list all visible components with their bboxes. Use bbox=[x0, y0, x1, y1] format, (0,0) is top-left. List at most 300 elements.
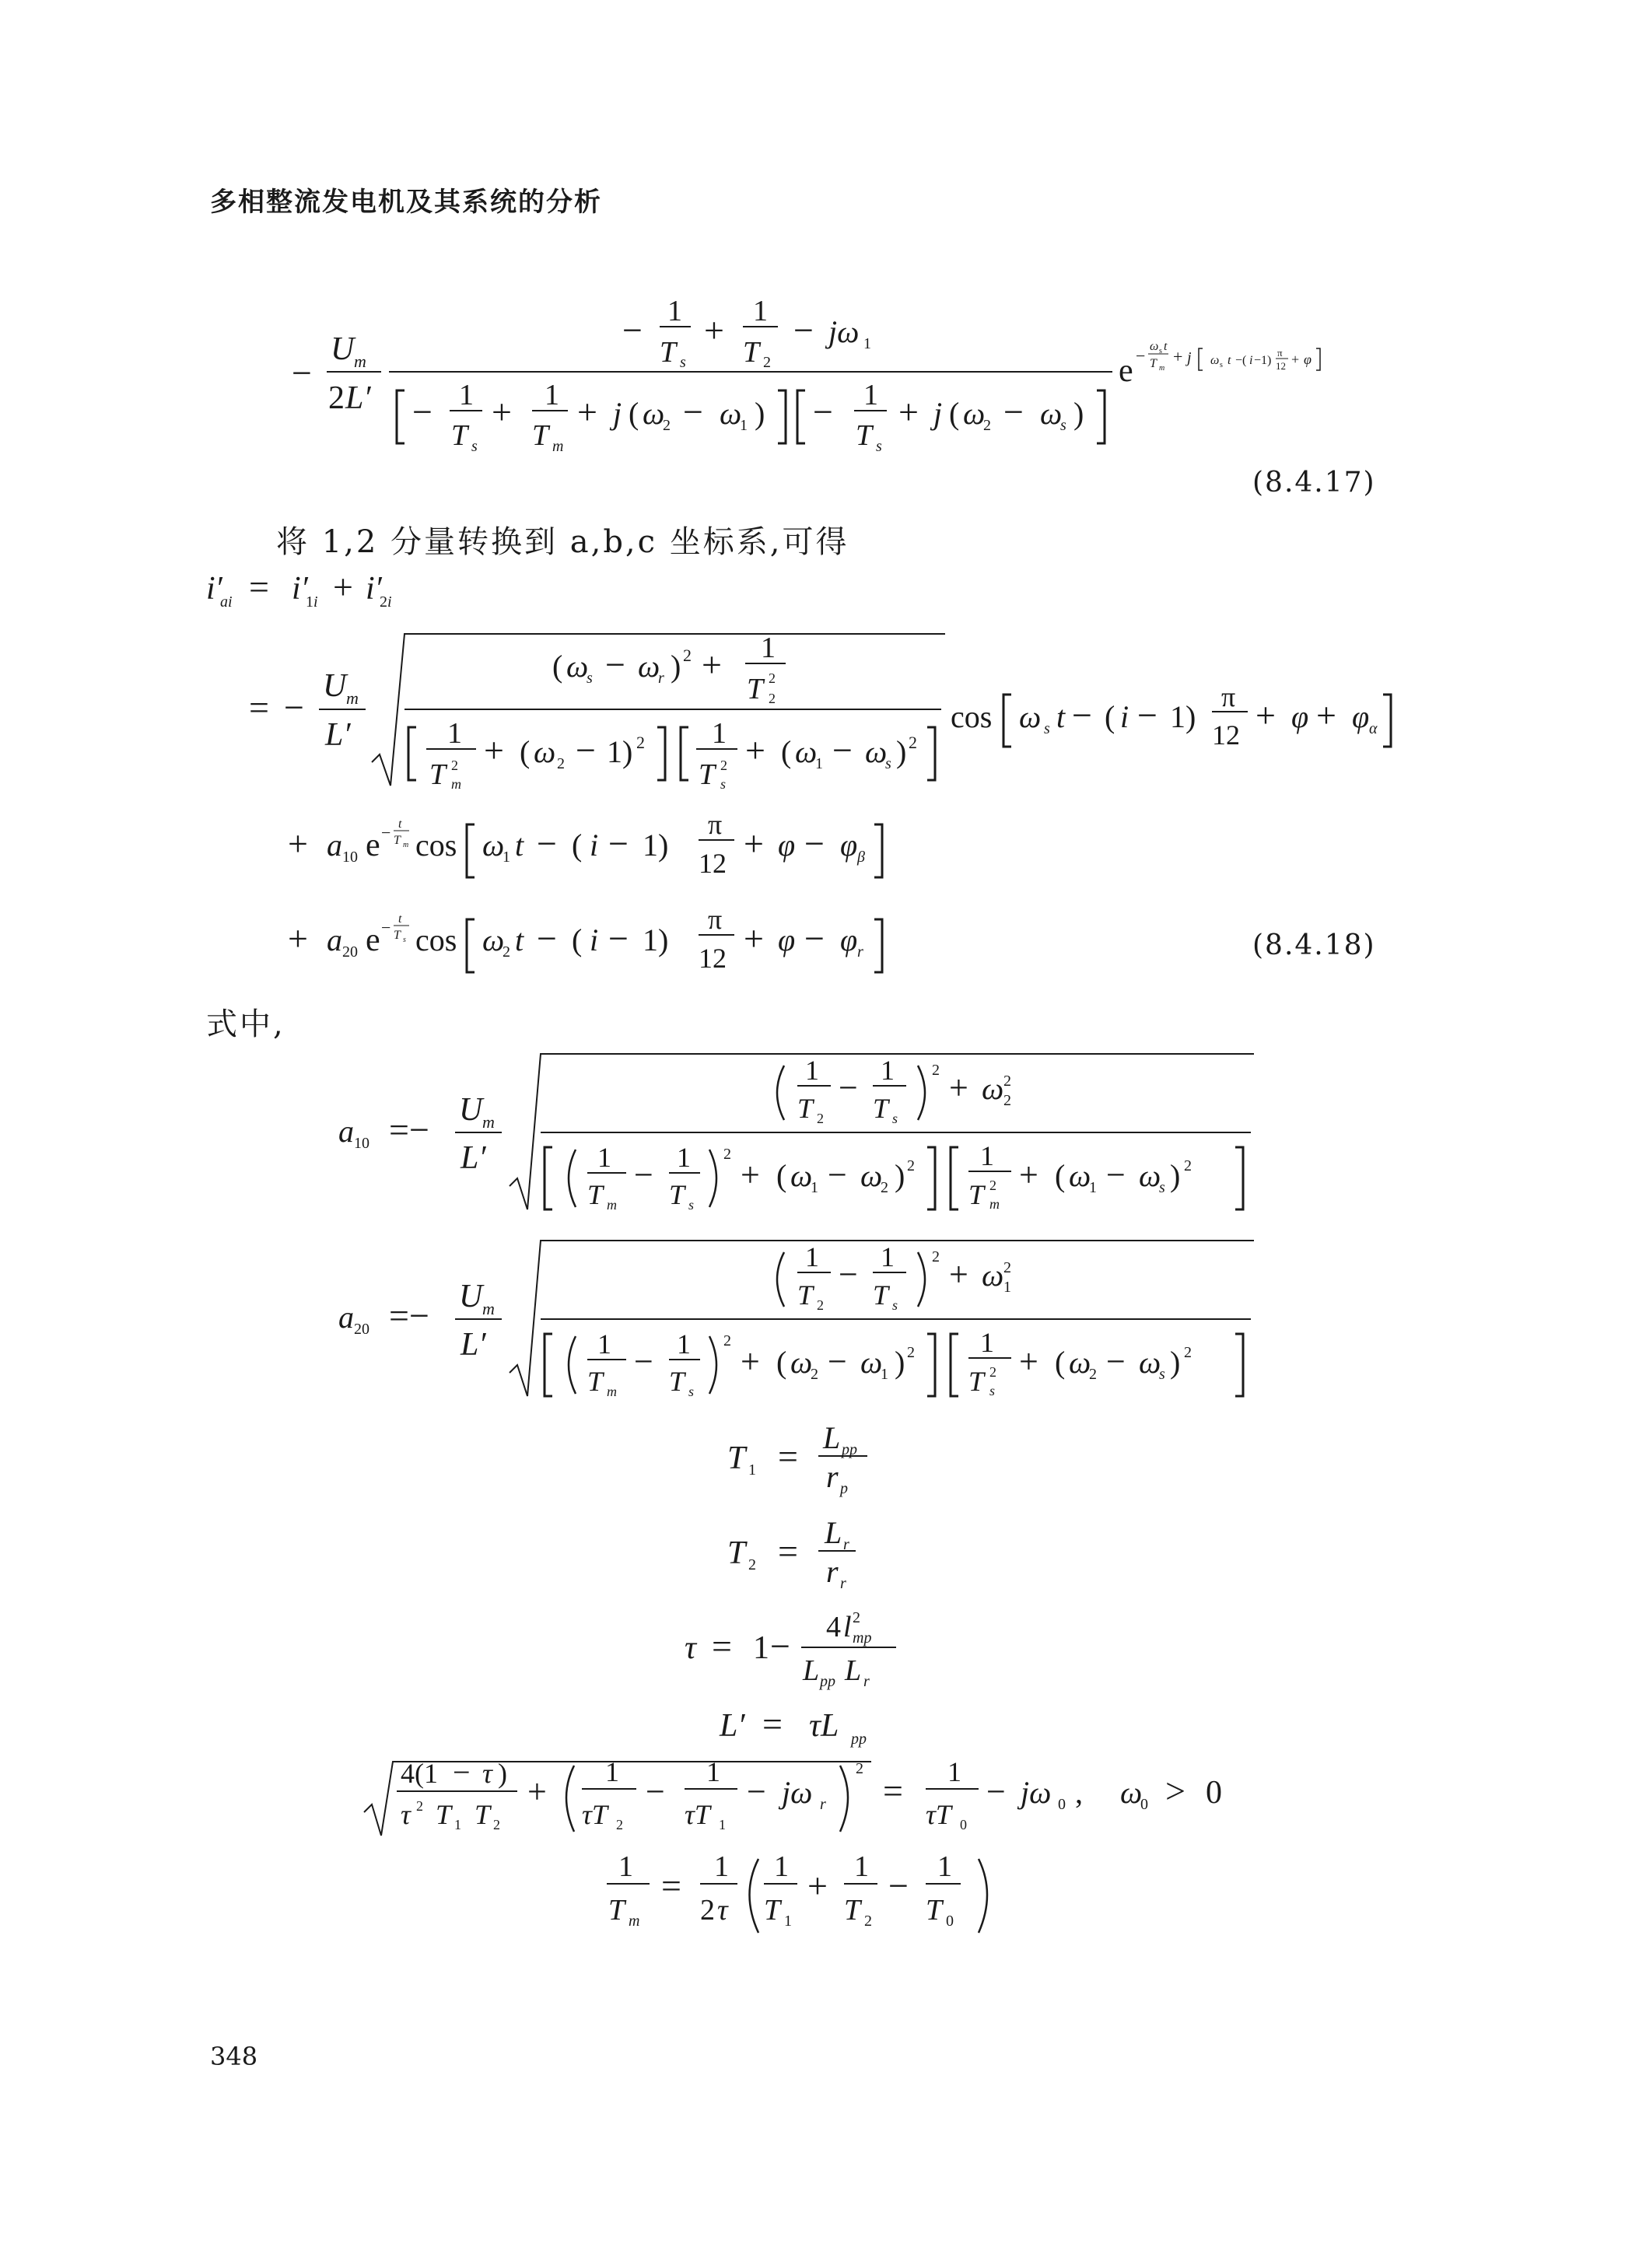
svg-text:1: 1 bbox=[740, 417, 748, 434]
svg-text:2: 2 bbox=[769, 691, 776, 706]
svg-text:1: 1 bbox=[597, 1142, 611, 1173]
svg-text:i′: i′ bbox=[292, 571, 308, 607]
svg-text:1: 1 bbox=[811, 1179, 818, 1196]
svg-text:T: T bbox=[475, 1799, 491, 1830]
svg-text:2: 2 bbox=[683, 646, 692, 665]
svg-text:1: 1 bbox=[774, 1850, 789, 1883]
svg-text:1: 1 bbox=[1089, 1179, 1097, 1196]
svg-text:): ) bbox=[1170, 1158, 1181, 1193]
svg-text:L′: L′ bbox=[720, 1708, 745, 1744]
svg-text:−: − bbox=[813, 392, 833, 432]
svg-text:1: 1 bbox=[761, 632, 776, 664]
svg-text:1: 1 bbox=[459, 379, 474, 411]
svg-text:U: U bbox=[331, 331, 355, 367]
svg-text:−: − bbox=[1106, 1156, 1126, 1194]
svg-text:): ) bbox=[498, 1758, 507, 1789]
svg-text:T: T bbox=[532, 419, 549, 452]
svg-text:j: j bbox=[613, 396, 622, 431]
svg-text:L: L bbox=[823, 1420, 841, 1455]
svg-text:j: j bbox=[1187, 349, 1192, 366]
svg-text:=: = bbox=[712, 1626, 732, 1666]
svg-text:+: + bbox=[1256, 695, 1276, 735]
svg-text:a: a bbox=[327, 922, 342, 957]
svg-text:l: l bbox=[843, 1611, 852, 1643]
svg-text:−(: −( bbox=[1235, 354, 1247, 367]
svg-text:+: + bbox=[1291, 352, 1300, 367]
svg-text:ω: ω bbox=[482, 922, 505, 957]
svg-text:−: − bbox=[1072, 695, 1092, 735]
svg-text:T: T bbox=[727, 1440, 746, 1476]
svg-text:φ: φ bbox=[1291, 699, 1309, 734]
svg-text:2: 2 bbox=[817, 1297, 824, 1313]
svg-text:−: − bbox=[1136, 346, 1146, 366]
svg-text:−: − bbox=[453, 1755, 471, 1790]
svg-text:φ: φ bbox=[840, 922, 858, 957]
svg-text:t: t bbox=[515, 922, 524, 957]
svg-text:T: T bbox=[926, 1894, 943, 1927]
svg-text:2: 2 bbox=[983, 417, 991, 434]
svg-text:m: m bbox=[482, 1299, 495, 1318]
svg-text:1: 1 bbox=[863, 379, 878, 411]
svg-text:+: + bbox=[1173, 347, 1183, 366]
where-label: 式中, bbox=[206, 1006, 285, 1042]
svg-text:(: ( bbox=[572, 922, 583, 957]
svg-text:r: r bbox=[820, 1796, 826, 1813]
svg-text:−: − bbox=[605, 645, 625, 684]
svg-text:pp: pp bbox=[842, 1441, 857, 1458]
svg-text:s: s bbox=[885, 755, 891, 772]
svg-text:2: 2 bbox=[853, 1609, 860, 1626]
svg-text:φ: φ bbox=[1352, 699, 1370, 734]
svg-text:1: 1 bbox=[980, 1140, 994, 1171]
svg-text:a: a bbox=[338, 1114, 354, 1149]
svg-text:+: + bbox=[1019, 1342, 1038, 1381]
svg-text:τT: τT bbox=[926, 1799, 951, 1830]
svg-text:2: 2 bbox=[811, 1366, 818, 1383]
svg-text:1: 1 bbox=[815, 755, 823, 772]
svg-text:,: , bbox=[1075, 1775, 1083, 1810]
svg-text:1: 1 bbox=[937, 1850, 952, 1883]
svg-text:1: 1 bbox=[784, 1913, 792, 1930]
svg-text:1: 1 bbox=[677, 1328, 691, 1360]
svg-text:1: 1 bbox=[454, 1817, 461, 1832]
svg-text:ω: ω bbox=[865, 734, 888, 769]
svg-text:−: − bbox=[537, 824, 557, 863]
svg-text:ω: ω bbox=[795, 734, 818, 769]
svg-text:1: 1 bbox=[1003, 1279, 1011, 1296]
svg-text:r: r bbox=[826, 1554, 839, 1589]
svg-text:cos: cos bbox=[951, 699, 993, 734]
svg-text:2: 2 bbox=[451, 758, 458, 773]
svg-text:1: 1 bbox=[677, 1142, 691, 1173]
svg-text:U: U bbox=[459, 1279, 483, 1314]
svg-text:τ: τ bbox=[717, 1894, 728, 1927]
svg-text:2: 2 bbox=[1003, 1092, 1011, 1109]
svg-text:2: 2 bbox=[1184, 1157, 1192, 1174]
svg-text:4(1: 4(1 bbox=[401, 1758, 438, 1789]
svg-text:): ) bbox=[1073, 396, 1084, 431]
svg-text:1: 1 bbox=[447, 717, 462, 750]
svg-text:12: 12 bbox=[699, 848, 727, 879]
svg-text:−: − bbox=[828, 1342, 847, 1381]
svg-text:L: L bbox=[803, 1654, 820, 1687]
svg-text:s: s bbox=[876, 438, 882, 455]
svg-text:r: r bbox=[857, 943, 863, 961]
svg-text:1): 1) bbox=[607, 734, 633, 769]
svg-text:1: 1 bbox=[863, 335, 871, 352]
svg-text:−: − bbox=[770, 1626, 790, 1666]
svg-text:+: + bbox=[745, 730, 765, 770]
svg-text:): ) bbox=[895, 1158, 905, 1193]
svg-text:φ: φ bbox=[840, 828, 858, 863]
svg-text:−: − bbox=[747, 1773, 766, 1811]
svg-text:1: 1 bbox=[753, 1630, 769, 1666]
transform-sentence: 将 1,2 分量转换到 a,b,c 坐标系,可得 bbox=[276, 524, 849, 560]
svg-text:2: 2 bbox=[932, 1062, 940, 1079]
svg-text:−: − bbox=[804, 919, 825, 958]
svg-text:ω: ω bbox=[1139, 1158, 1161, 1193]
svg-text:−: − bbox=[622, 310, 643, 350]
svg-text:T: T bbox=[764, 1894, 781, 1927]
svg-text:+: + bbox=[1316, 695, 1336, 735]
svg-text:j: j bbox=[933, 396, 943, 431]
svg-text:L: L bbox=[825, 1515, 842, 1550]
svg-text:m: m bbox=[482, 1112, 495, 1132]
svg-text:2: 2 bbox=[856, 1760, 863, 1777]
svg-text:1): 1) bbox=[643, 828, 669, 863]
svg-text:−1): −1) bbox=[1254, 354, 1272, 367]
svg-text:T: T bbox=[587, 1179, 604, 1210]
svg-text:1: 1 bbox=[714, 1850, 729, 1883]
svg-text:T: T bbox=[844, 1894, 861, 1927]
svg-text:=: = bbox=[249, 688, 269, 727]
svg-text:+: + bbox=[744, 824, 764, 863]
svg-text:+: + bbox=[741, 1156, 760, 1194]
svg-text:1: 1 bbox=[306, 593, 313, 611]
svg-text:(: ( bbox=[629, 396, 639, 431]
svg-text:(: ( bbox=[520, 734, 531, 769]
svg-text:>: > bbox=[1165, 1771, 1185, 1811]
svg-text:−: − bbox=[1106, 1342, 1126, 1381]
svg-text:+: + bbox=[1019, 1156, 1038, 1194]
svg-text:ω: ω bbox=[482, 828, 505, 863]
svg-text:m: m bbox=[607, 1384, 617, 1399]
svg-text:(: ( bbox=[1055, 1158, 1066, 1193]
svg-text:s: s bbox=[892, 1111, 898, 1126]
svg-text:2: 2 bbox=[907, 1344, 915, 1361]
svg-text:φ: φ bbox=[1304, 352, 1312, 367]
svg-text:i: i bbox=[590, 922, 599, 957]
svg-text:t: t bbox=[1228, 354, 1231, 367]
svg-text:T: T bbox=[669, 1179, 685, 1210]
svg-text:T: T bbox=[1150, 357, 1157, 370]
svg-text:1: 1 bbox=[881, 1055, 895, 1086]
svg-text:L′: L′ bbox=[325, 717, 351, 753]
svg-text:−: − bbox=[576, 730, 596, 770]
svg-text:1): 1) bbox=[643, 922, 669, 957]
svg-text:2: 2 bbox=[989, 1178, 996, 1193]
svg-text:=: = bbox=[778, 1437, 798, 1476]
svg-text:4: 4 bbox=[826, 1611, 841, 1643]
svg-text:0: 0 bbox=[960, 1817, 967, 1832]
svg-text:T: T bbox=[873, 1093, 889, 1124]
svg-text:T: T bbox=[699, 758, 716, 791]
page-number: 348 bbox=[210, 2042, 258, 2071]
svg-text:−: − bbox=[284, 688, 304, 727]
svg-text:ω: ω bbox=[1120, 1775, 1143, 1810]
svg-text:π: π bbox=[1221, 681, 1236, 712]
svg-text:τ: τ bbox=[685, 1630, 697, 1666]
svg-text:+: + bbox=[288, 824, 308, 863]
svg-text:1: 1 bbox=[545, 379, 559, 411]
svg-text:t: t bbox=[398, 912, 402, 926]
svg-text:=−: =− bbox=[389, 1110, 429, 1150]
svg-text:ω: ω bbox=[1069, 1345, 1091, 1380]
svg-text:s: s bbox=[720, 776, 727, 792]
svg-text:−: − bbox=[608, 919, 629, 958]
svg-text:mp: mp bbox=[853, 1629, 872, 1647]
svg-text:ω: ω bbox=[963, 396, 986, 431]
svg-text:1: 1 bbox=[618, 1850, 633, 1883]
svg-text:τT: τT bbox=[685, 1799, 710, 1830]
svg-text:−: − bbox=[646, 1773, 665, 1811]
svg-text:T: T bbox=[856, 419, 873, 452]
svg-text:2: 2 bbox=[1003, 1073, 1011, 1090]
svg-text:−: − bbox=[608, 824, 629, 863]
svg-text:=−: =− bbox=[389, 1296, 429, 1335]
svg-text:): ) bbox=[1170, 1345, 1181, 1380]
svg-text:m: m bbox=[989, 1196, 1000, 1212]
svg-text:2: 2 bbox=[1003, 1259, 1011, 1276]
svg-text:2: 2 bbox=[907, 1157, 915, 1174]
svg-text:2: 2 bbox=[817, 1111, 824, 1126]
svg-text:e: e bbox=[366, 828, 380, 863]
svg-text:T: T bbox=[727, 1535, 746, 1571]
svg-text:i: i bbox=[1120, 699, 1129, 734]
svg-text:ω: ω bbox=[1150, 340, 1159, 353]
svg-text:2: 2 bbox=[909, 733, 917, 752]
svg-text:=: = bbox=[778, 1531, 798, 1571]
svg-text:+: + bbox=[741, 1342, 760, 1381]
svg-text:τ: τ bbox=[401, 1799, 411, 1830]
svg-text:−: − bbox=[634, 1342, 653, 1381]
svg-text:r: r bbox=[863, 1673, 870, 1690]
svg-text:s: s bbox=[1060, 417, 1066, 434]
svg-text:): ) bbox=[896, 734, 907, 769]
svg-text:): ) bbox=[895, 1345, 905, 1380]
svg-text:1: 1 bbox=[597, 1328, 611, 1360]
svg-text:e: e bbox=[1119, 353, 1133, 389]
svg-text:+: + bbox=[288, 919, 308, 958]
svg-text:pp: pp bbox=[820, 1673, 835, 1690]
svg-text:2: 2 bbox=[720, 758, 727, 773]
svg-text:L′: L′ bbox=[461, 1140, 486, 1176]
svg-text:−: − bbox=[828, 1156, 847, 1194]
svg-text:t: t bbox=[1056, 699, 1066, 734]
svg-text:−: − bbox=[292, 353, 312, 393]
svg-text:i: i bbox=[1249, 354, 1253, 367]
svg-text:T: T bbox=[394, 834, 401, 847]
svg-text:10: 10 bbox=[354, 1135, 369, 1152]
svg-text:t: t bbox=[515, 828, 524, 863]
svg-text:i: i bbox=[313, 593, 318, 611]
svg-text:1: 1 bbox=[753, 295, 768, 327]
svg-text:e: e bbox=[366, 922, 380, 958]
svg-text:m: m bbox=[1159, 364, 1165, 373]
svg-text:ω: ω bbox=[566, 649, 589, 684]
svg-text:2: 2 bbox=[748, 1556, 756, 1573]
svg-text:1: 1 bbox=[980, 1327, 994, 1358]
svg-text:φ: φ bbox=[778, 922, 796, 957]
svg-text:−: − bbox=[381, 918, 391, 937]
svg-text:=: = bbox=[883, 1771, 903, 1811]
svg-text:ω: ω bbox=[982, 1071, 1004, 1106]
svg-text:s: s bbox=[688, 1384, 695, 1399]
svg-text:s: s bbox=[1159, 347, 1162, 355]
svg-text:2: 2 bbox=[616, 1817, 623, 1832]
svg-text:ω: ω bbox=[638, 649, 660, 684]
svg-text:ω: ω bbox=[860, 1345, 883, 1380]
svg-text:i′: i′ bbox=[366, 571, 382, 607]
svg-text:π: π bbox=[708, 904, 723, 935]
svg-text:+: + bbox=[333, 567, 353, 607]
svg-text:−: − bbox=[381, 823, 391, 842]
svg-text:ω: ω bbox=[1139, 1345, 1161, 1380]
svg-text:0: 0 bbox=[1058, 1796, 1066, 1813]
svg-text:t: t bbox=[398, 817, 402, 831]
svg-text:): ) bbox=[755, 396, 765, 431]
svg-text:1: 1 bbox=[805, 1241, 819, 1272]
svg-text:−: − bbox=[1137, 695, 1157, 735]
svg-text:T: T bbox=[429, 758, 447, 791]
svg-text:m: m bbox=[607, 1197, 617, 1213]
svg-text:τT: τT bbox=[582, 1799, 608, 1830]
svg-text:L′: L′ bbox=[345, 380, 371, 416]
svg-text:ω: ω bbox=[1019, 699, 1042, 734]
svg-text:1: 1 bbox=[712, 717, 727, 750]
svg-text:=: = bbox=[762, 1704, 783, 1744]
svg-text:−: − bbox=[804, 824, 825, 863]
svg-text:ω: ω bbox=[790, 1158, 813, 1193]
svg-text:T: T bbox=[873, 1279, 889, 1311]
svg-text:(: ( bbox=[781, 734, 792, 769]
svg-text:a: a bbox=[327, 828, 342, 863]
svg-text:−: − bbox=[986, 1773, 1006, 1811]
equation-number-8-4-17: (8.4.17) bbox=[1252, 467, 1376, 499]
svg-text:cos: cos bbox=[415, 828, 457, 863]
svg-text:p: p bbox=[840, 1480, 848, 1497]
svg-text:1: 1 bbox=[748, 1461, 756, 1479]
svg-text:): ) bbox=[671, 649, 681, 684]
svg-text:1: 1 bbox=[667, 295, 682, 327]
svg-text:+: + bbox=[702, 645, 722, 684]
svg-text:2: 2 bbox=[416, 1798, 423, 1814]
svg-text:12: 12 bbox=[1276, 360, 1286, 372]
svg-text:+: + bbox=[527, 1773, 547, 1811]
svg-text:−: − bbox=[412, 392, 433, 432]
svg-text:ω: ω bbox=[1069, 1158, 1091, 1193]
svg-text:T: T bbox=[669, 1366, 685, 1397]
svg-text:−: − bbox=[832, 730, 853, 770]
svg-text:s: s bbox=[680, 354, 686, 371]
svg-text:2: 2 bbox=[663, 417, 671, 434]
svg-text:2: 2 bbox=[557, 755, 565, 772]
svg-text:s: s bbox=[1159, 1179, 1165, 1196]
svg-text:1: 1 bbox=[706, 1756, 720, 1787]
svg-text:0: 0 bbox=[1206, 1775, 1222, 1811]
svg-text:ω: ω bbox=[643, 396, 665, 431]
svg-text:+: + bbox=[949, 1069, 968, 1107]
svg-text:(: ( bbox=[552, 649, 563, 684]
svg-text:π: π bbox=[708, 809, 723, 840]
svg-text:2: 2 bbox=[989, 1364, 996, 1380]
svg-text:ω: ω bbox=[982, 1258, 1004, 1293]
svg-text:ω: ω bbox=[1040, 396, 1063, 431]
svg-text:τL: τL bbox=[809, 1708, 839, 1744]
svg-text:(: ( bbox=[776, 1345, 787, 1380]
svg-text:1): 1) bbox=[1170, 699, 1196, 734]
svg-text:+: + bbox=[898, 392, 919, 432]
svg-text:12: 12 bbox=[1212, 719, 1240, 751]
svg-text:T: T bbox=[660, 336, 677, 369]
svg-text:12: 12 bbox=[699, 943, 727, 974]
svg-text:m: m bbox=[451, 776, 461, 792]
svg-text:+: + bbox=[492, 392, 512, 432]
svg-text:ai: ai bbox=[220, 593, 233, 611]
svg-text:2: 2 bbox=[763, 354, 771, 371]
svg-text:m: m bbox=[354, 352, 366, 371]
svg-text:m: m bbox=[403, 841, 409, 849]
svg-text:+: + bbox=[577, 392, 597, 432]
svg-text:pp: pp bbox=[851, 1731, 867, 1748]
svg-text:s: s bbox=[892, 1297, 898, 1313]
svg-text:2: 2 bbox=[503, 943, 510, 961]
svg-text:s: s bbox=[1159, 1366, 1165, 1383]
svg-text:T: T bbox=[436, 1799, 452, 1830]
svg-text:1: 1 bbox=[881, 1366, 888, 1383]
svg-text:a: a bbox=[338, 1300, 354, 1335]
svg-text:jω: jω bbox=[1021, 1775, 1052, 1810]
svg-text:s: s bbox=[471, 438, 478, 455]
svg-text:−: − bbox=[1003, 392, 1024, 432]
svg-text:jω: jω bbox=[828, 314, 860, 349]
svg-text:+: + bbox=[704, 310, 724, 350]
svg-text:=: = bbox=[249, 567, 269, 607]
svg-text:2: 2 bbox=[723, 1146, 731, 1163]
svg-text:20: 20 bbox=[342, 943, 358, 961]
svg-text:T: T bbox=[747, 673, 764, 705]
svg-text:(: ( bbox=[1105, 699, 1115, 734]
svg-text:2: 2 bbox=[881, 1179, 888, 1196]
svg-text:s: s bbox=[587, 670, 593, 687]
svg-text:−: − bbox=[888, 1866, 909, 1906]
svg-text:t: t bbox=[1164, 340, 1168, 353]
svg-text:T: T bbox=[797, 1279, 814, 1311]
svg-text:2: 2 bbox=[493, 1817, 500, 1832]
svg-text:−: − bbox=[683, 392, 703, 432]
svg-text:s: s bbox=[1220, 361, 1223, 369]
svg-text:=: = bbox=[661, 1866, 681, 1906]
svg-text:τ: τ bbox=[482, 1758, 492, 1789]
svg-text:r: r bbox=[658, 670, 664, 687]
svg-text:2: 2 bbox=[864, 1913, 872, 1930]
svg-text:2: 2 bbox=[723, 1332, 731, 1349]
svg-text:m: m bbox=[629, 1913, 640, 1930]
svg-text:2: 2 bbox=[1184, 1344, 1192, 1361]
svg-text:β: β bbox=[857, 849, 865, 866]
svg-text:(: ( bbox=[949, 396, 960, 431]
svg-text:ω: ω bbox=[860, 1158, 883, 1193]
